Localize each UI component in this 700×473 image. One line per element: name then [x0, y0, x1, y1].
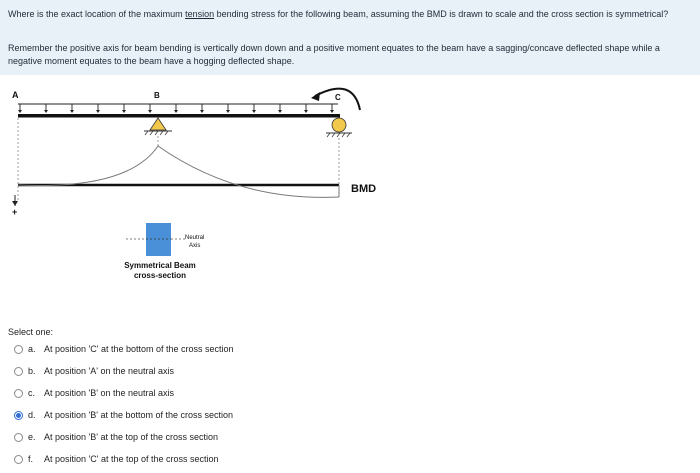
option-letter: d. [28, 410, 36, 420]
load-arrowhead [304, 110, 308, 113]
question-underlined-word: tension [185, 9, 215, 19]
load-arrowhead [174, 110, 178, 113]
cross-section-title-2: cross-section [133, 271, 187, 280]
option-d[interactable] [14, 408, 314, 422]
load-arrowhead [252, 110, 256, 113]
option-letter: c. [28, 388, 36, 398]
label-b: B [154, 91, 160, 100]
beam-figure [8, 82, 389, 287]
ground-hatch-c [327, 133, 350, 137]
option-text: At position 'B' on the neutral axis [44, 388, 175, 398]
load-arrowhead [226, 110, 230, 113]
radio-b[interactable] [14, 367, 23, 376]
radio-c[interactable] [14, 389, 23, 398]
load-arrowhead [96, 110, 100, 113]
load-arrowhead [18, 110, 22, 113]
radio-d[interactable] [14, 411, 23, 420]
option-letter: f. [28, 454, 34, 464]
option-e[interactable] [14, 430, 314, 444]
plus-sign: + [12, 207, 18, 217]
option-c[interactable] [14, 386, 314, 400]
radio-f[interactable] [14, 455, 23, 464]
beam [18, 114, 340, 118]
question-hint: Remember the positive axis for beam bending is vertically down down and a positive moment equates to the beam have a sagging/concave deflected shape while a negative moment equates to the beam have a hogging deflected shape. [8, 43, 660, 66]
option-f[interactable] [14, 452, 314, 466]
neutral-axis-label-1: Neutral [185, 235, 205, 241]
option-text: At position 'B' at the top of the cross section [44, 432, 219, 442]
bmd-label: BMD [351, 183, 377, 195]
option-text: At position 'C' at the bottom of the cross section [44, 344, 234, 354]
select-one-label: Select one: [8, 327, 54, 337]
positive-axis-arrowhead [12, 201, 18, 206]
question-text-part: bending stress for the following beam, assuming the BMD is drawn to scale and the cross section is symmetrical? [214, 9, 669, 19]
load-arrowhead [148, 110, 152, 113]
ground-hatch-b [145, 131, 168, 135]
load-arrows [18, 104, 334, 113]
option-letter: e. [28, 432, 36, 442]
load-arrowhead [122, 110, 126, 113]
option-text: At position 'B' at the bottom of the cross section [44, 410, 234, 420]
bmd-curve [18, 146, 339, 197]
question-box [0, 0, 700, 75]
option-a[interactable] [14, 342, 314, 356]
question-text [8, 8, 692, 21]
label-c: C [335, 93, 341, 102]
load-arrowhead [200, 110, 204, 113]
pin-support-b [150, 118, 166, 130]
load-arrowhead [278, 110, 282, 113]
option-text: At position 'A' on the neutral axis [44, 366, 175, 376]
load-arrowhead [330, 110, 334, 113]
neutral-axis-label-2: Axis [189, 243, 201, 249]
radio-e[interactable] [14, 433, 23, 442]
moment-arrowhead [311, 92, 320, 101]
cross-section-title-1: Symmetrical Beam [124, 261, 196, 270]
option-letter: a. [28, 344, 36, 354]
cross-section-rect [146, 223, 171, 256]
beam-diagram [8, 82, 389, 287]
load-arrowhead [44, 110, 48, 113]
question-text-part: Where is the exact location of the maximum [8, 9, 186, 19]
option-text: At position 'C' at the top of the cross section [44, 454, 219, 464]
radio-a[interactable] [14, 345, 23, 354]
label-a: A [12, 90, 19, 100]
roller-support-c [332, 118, 346, 132]
option-letter: b. [28, 366, 36, 376]
load-arrowhead [70, 110, 74, 113]
option-b[interactable] [14, 364, 314, 378]
